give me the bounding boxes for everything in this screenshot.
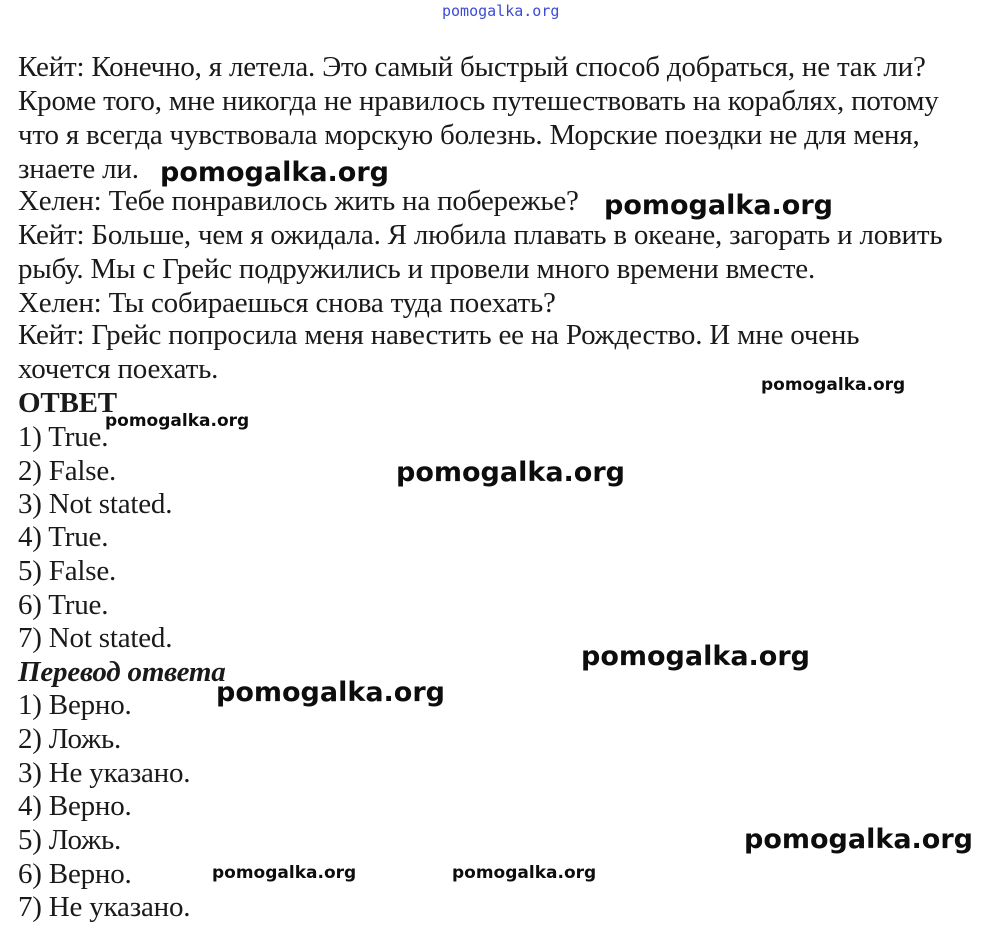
watermark: pomogalka.org [452,863,597,883]
translation-item: 2) Ложь. [18,723,122,755]
dialogue-line: Кейт: Конечно, я летела. Это самый быстрый способ добраться, не так ли? [18,51,926,83]
answer-item: 6) True. [18,589,109,621]
answer-item: 4) True. [18,521,109,553]
dialogue-line: Кроме того, мне никогда не нравилось путешествовать на кораблях, потому [18,85,939,117]
watermark: pomogalka.org [216,677,445,708]
watermark: pomogalka.org [744,824,973,855]
answer-item: 2) False. [18,455,117,487]
dialogue-line: Хелен: Тебе понравилось жить на побережье? [18,185,579,217]
dialogue-line: Кейт: Больше, чем я ожидала. Я любила плавать в океане, загорать и ловить [18,219,943,251]
site-link[interactable]: pomogalka.org [442,2,560,20]
translation-item: 4) Верно. [18,790,132,822]
dialogue-line: что я всегда чувствовала морскую болезнь. Морские поездки не для меня, [18,119,920,151]
dialogue-line: знаете ли. [18,153,139,185]
translation-item: 5) Ложь. [18,824,122,856]
answer-heading: ОТВЕТ [18,387,117,419]
watermark: pomogalka.org [581,641,810,672]
watermark: pomogalka.org [160,157,389,188]
dialogue-line: Кейт: Грейс попросила меня навестить ее на Рождество. И мне очень [18,319,860,351]
answer-item: 3) Not stated. [18,488,173,520]
answer-item: 5) False. [18,555,117,587]
watermark: pomogalka.org [761,375,906,395]
dialogue-line: рыбу. Мы с Грейс подружились и провели много времени вместе. [18,253,815,285]
answer-item: 7) Not stated. [18,622,173,654]
translation-item: 6) Верно. [18,858,132,890]
watermark: pomogalka.org [212,863,357,883]
dialogue-line: Хелен: Ты собираешься снова туда поехать? [18,287,556,319]
translation-item: 7) Не указано. [18,891,191,923]
translation-heading: Перевод ответа [18,656,226,688]
watermark: pomogalka.org [396,457,625,488]
watermark: pomogalka.org [604,190,833,221]
translation-item: 1) Верно. [18,689,132,721]
dialogue-line: хочется поехать. [18,353,219,385]
translation-item: 3) Не указано. [18,757,191,789]
answer-item: 1) True. [18,421,109,453]
watermark: pomogalka.org [105,411,250,431]
